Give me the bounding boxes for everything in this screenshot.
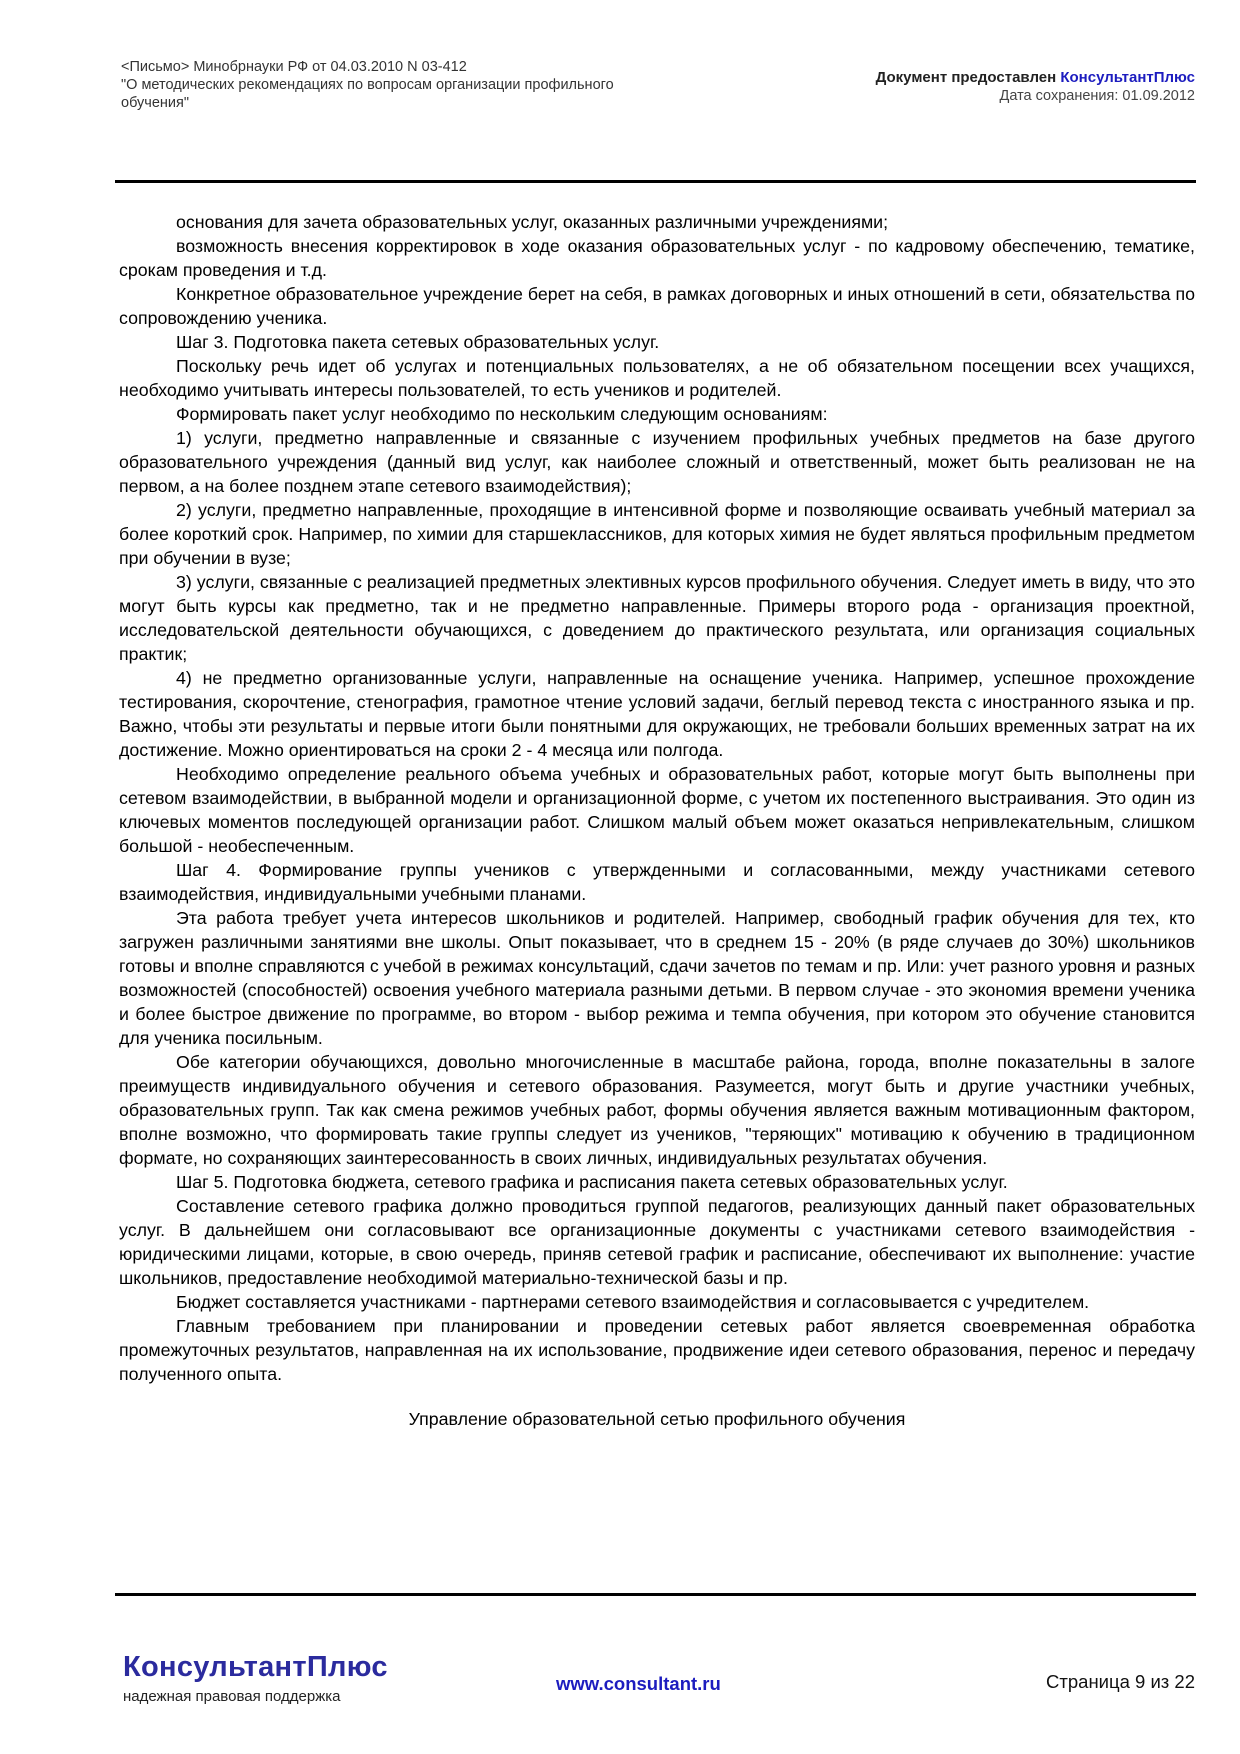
paragraph: возможность внесения корректировок в ходе оказания образовательных услуг - по кадровому обеспечению, тематике, срокам проведения и т.д. [119, 236, 1195, 280]
document-title-line: <Письмо> Минобрнауки РФ от 04.03.2010 N 03-412 [121, 59, 467, 75]
footer-brand-name: КонсультантПлюс [123, 1651, 388, 1683]
paragraph: Конкретное образовательное учреждение берет на себя, в рамках договорных и иных отношений в сети, обязательства по сопровождению ученика. [119, 284, 1195, 328]
section-heading: Управление образовательной сетью профильного обучения [408, 1409, 906, 1429]
paragraph: Главным требованием при планировании и проведении сетевых работ является своевременная обработка промежуточных результатов, направленная на их использование, продвижение идеи сетевого образования, перенос и передачу полученного опыта. [119, 1316, 1195, 1384]
paragraph: 2) услуги, предметно направленные, проходящие в интенсивной форме и позволяющие осваивать учебный материал за более короткий срок. Например, по химии для старшеклассников, для которых химия не будет являться профильным предметом при обучении в вузе; [119, 500, 1195, 568]
footer-website-link[interactable]: www.consultant.ru [556, 1673, 721, 1694]
paragraph: Составление сетевого графика должно проводиться группой педагогов, реализующих данный пакет образовательных услуг. В дальнейшем они согласовывают все организационные документы с участниками сетевого взаимодействия - юридическими лицами, которые, в свою очередь, приняв сетевой график и расписание, обеспечивают их выполнение: участие школьников, предоставление необходимой материально-технической базы и пр. [119, 1196, 1195, 1288]
page-number: Страница 9 из 22 [1046, 1671, 1195, 1692]
footer-tagline: надежная правовая поддержка [123, 1688, 341, 1705]
paragraph: Необходимо определение реального объема учебных и образовательных работ, которые могут быть выполнены при сетевом взаимодействии, в выбранной модели и организационной форме, с учетом их постепенного выстраивания. Это один из ключевых моментов последующей организации работ. Слишком малый объем может оказаться непривлекательным, слишком большой - необеспеченным. [119, 764, 1195, 856]
paragraph: Шаг 4. Формирование группы учеников с утвержденными и согласованными, между участниками сетевого взаимодействия, индивидуальными учебными планами. [119, 860, 1195, 904]
paragraph: Формировать пакет услуг необходимо по нескольким следующим основаниям: [176, 404, 828, 424]
paragraph: 1) услуги, предметно направленные и связанные с изучением профильных учебных предметов на базе другого образовательного учреждения (данный вид услуг, как наиболее сложный и ответственный, может быть реализован не на первом, а на более позднем этапе сетевого взаимодействия); [119, 428, 1195, 496]
paragraph: Шаг 3. Подготовка пакета сетевых образовательных услуг. [176, 332, 660, 352]
document-title [121, 58, 741, 112]
paragraph: Поскольку речь идет об услугах и потенциальных пользователях, а не об обязательном посещении всех учащихся, необходимо учитывать интересы пользователей, то есть учеников и родителей. [119, 356, 1195, 400]
footer-logo [123, 1652, 388, 1706]
provider-brand-link[interactable]: КонсультантПлюс [1060, 69, 1195, 86]
page-header [121, 58, 1195, 120]
provided-by [876, 68, 1195, 87]
footer-divider [115, 1593, 1196, 1596]
document-title-line: "О методических рекомендациях по вопросам организации профильного [121, 77, 614, 93]
paragraph: Шаг 5. Подготовка бюджета, сетевого графика и расписания пакета сетевых образовательных услуг. [176, 1172, 1008, 1192]
paragraph: Эта работа требует учета интересов школьников и родителей. Например, свободный график обучения для тех, кто загружен различными занятиями вне школы. Опыт показывает, что в среднем 15 - 20% (в ряде случаев до 30%) школьников готовы и вполне справляются с учебой в режимах консультаций, сдачи зачетов по темам и пр. Или: учет разного уровня и разных возможностей (способностей) освоения учебного материала разными детьми. В первом случае - это экономия времени ученика и более быстрое движение по программе, во втором - выбор режима и темпа обучения, при котором это обучение становится для ученика посильным. [119, 908, 1195, 1048]
save-date: Дата сохранения: 01.09.2012 [999, 88, 1195, 104]
paragraph: 3) услуги, связанные с реализацией предметных элективных курсов профильного обучения. Следует иметь в виду, что это могут быть курсы как предметно, так и не предметно направленные. Примеры второго рода - организация проектной, исследовательской деятельности обучающихся, с доведением до практического результата, или организация социальных практик; [119, 572, 1195, 664]
paragraph: 4) не предметно организованные услуги, направленные на оснащение ученика. Например, успешное прохождение тестирования, скорочтение, стенография, грамотное чтение условий задачи, беглый перевод текста с иностранного языка и пр. Важно, чтобы эти результаты и первые итоги были понятными для окружающих, не требовали больших временных затрат на их достижение. Можно ориентироваться на сроки 2 - 4 месяца или полгода. [119, 668, 1195, 760]
paragraph: Бюджет составляется участниками - партнерами сетевого взаимодействия и согласовывается с учредителем. [176, 1292, 1090, 1312]
paragraph: Обе категории обучающихся, довольно многочисленные в масштабе района, города, вполне показательны в залоге преимуществ индивидуального обучения и сетевого образования. Разумеется, могут быть и другие участники учебных, образовательных групп. Так как смена режимов учебных работ, формы обучения является важным мотивационным фактором, вполне возможно, что формировать такие группы следует из учеников, "теряющих" мотивацию к обучению в традиционном формате, но сохраняющих заинтересованность в своих личных, индивидуальных результатах обучения. [119, 1052, 1195, 1168]
provider-info [876, 68, 1195, 106]
provided-by-prefix: Документ предоставлен [875, 69, 1061, 86]
header-divider [115, 180, 1196, 183]
document-title-line: обучения" [121, 95, 190, 111]
document-body [119, 210, 1195, 1431]
paragraph: основания для зачета образовательных услуг, оказанных различными учреждениями; [176, 212, 889, 232]
